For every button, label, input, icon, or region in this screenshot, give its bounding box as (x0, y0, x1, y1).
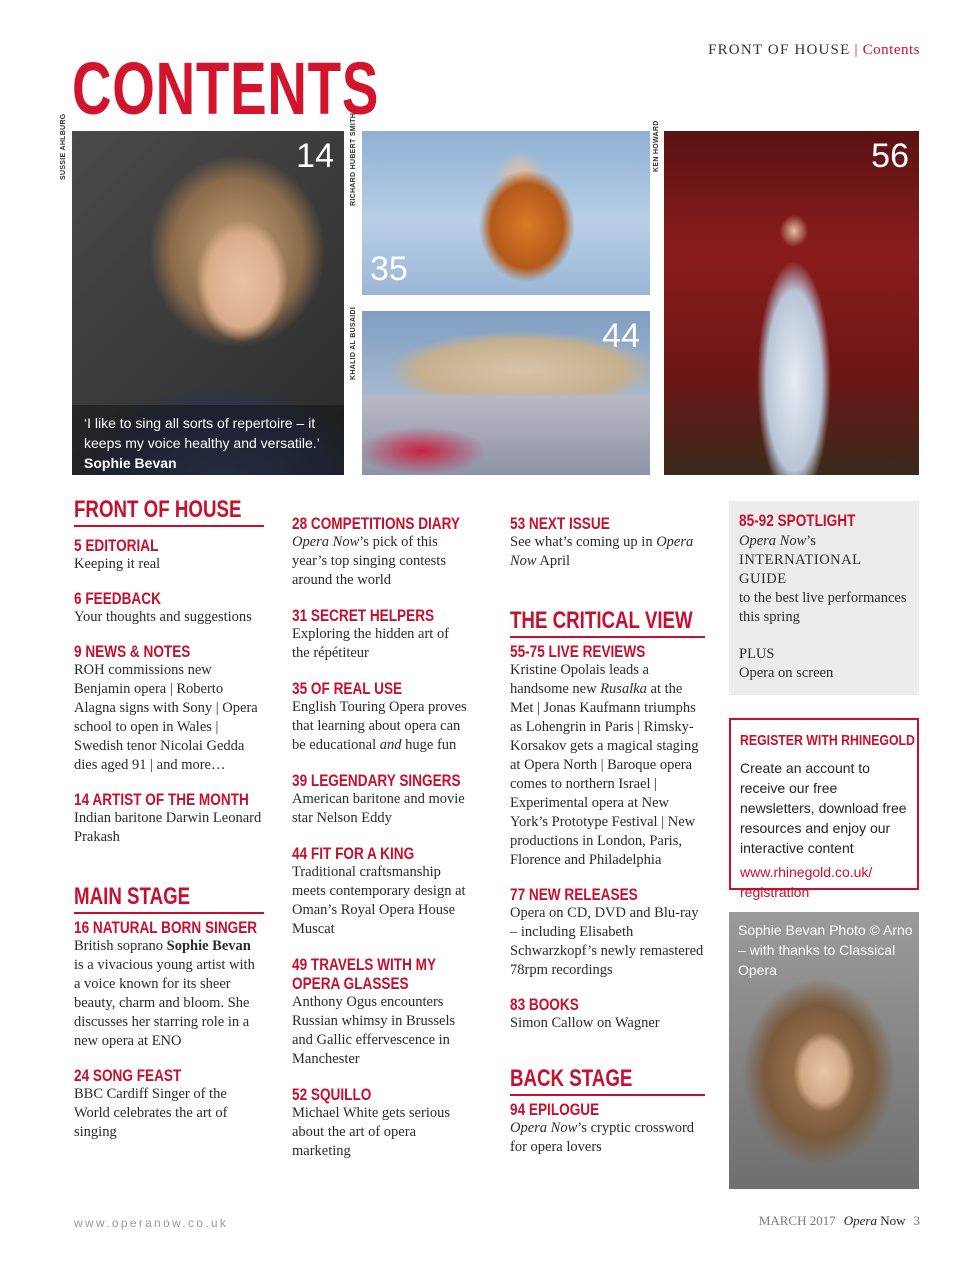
photo-credit: KEN HOWARD (653, 120, 660, 172)
footer-page-number: 3 (913, 1213, 920, 1228)
page-number-badge: 35 (370, 250, 408, 288)
photo-performer-orange[interactable] (362, 131, 650, 295)
running-head (708, 42, 920, 59)
item-body: Indian baritone Darwin Leonard Prakash (74, 810, 262, 845)
item-body: Traditional craftsmanship meets contemporary design at Oman’s Royal Opera House Muscat (292, 864, 466, 937)
section-heading-critical-view: THE CRITICAL VIEW (510, 607, 693, 634)
item-body: Kristine Opolais leads a handsome new Rusalka at the Met | Jonas Kaufmann triumphs as Lohengrin in Paris | Rimsky-Korsakov gets a magical staging at Opera North | Baroque opera comes to northern Israel | Experimental opera at New York’s Prototype Festival | New productions in London, Paris, Florence and Philadelphia (510, 662, 699, 868)
item-body: ROH commissions new Benjamin opera | Roberto Alagna signs with Sony | Opera school to open in Wales | Swedish tenor Nicolai Gedda dies aged 91 | and more… (74, 662, 258, 773)
quote-attribution: Sophie Bevan (84, 455, 177, 471)
item-body: British soprano Sophie Bevan is a vivacious young artist with a voice known for its sheer beauty, charm and bloom. She discusses her starring role in a new opera at ENO (74, 938, 255, 1049)
contents-column-3 (510, 514, 705, 1157)
running-head-section: FRONT OF HOUSE (708, 42, 851, 58)
contents-item[interactable] (74, 918, 264, 1051)
item-heading[interactable]: 31 SECRET HELPERS (292, 606, 435, 625)
item-heading[interactable]: 24 SONG FEAST (74, 1066, 182, 1085)
item-body: Exploring the hidden art of the répétiteur (292, 626, 450, 661)
item-body: See what’s coming up in Opera Now April (510, 534, 694, 569)
contents-item[interactable] (292, 514, 470, 590)
item-heading[interactable]: 83 BOOKS (510, 995, 579, 1014)
photo-credit: RICHARD HUBERT SMITH (350, 112, 357, 206)
contents-item[interactable] (510, 1100, 705, 1157)
register-heading: REGISTER WITH RHINEGOLD (740, 732, 915, 749)
item-heading[interactable]: 55-75 LIVE REVIEWS (510, 642, 646, 661)
page-number-badge: 56 (871, 137, 909, 175)
item-heading[interactable]: 6 FEEDBACK (74, 589, 161, 608)
footer-url[interactable]: www.operanow.co.uk (74, 1216, 229, 1230)
item-heading[interactable]: 49 TRAVELS WITH MY OPERA GLASSES (292, 955, 436, 993)
contents-item[interactable] (510, 514, 705, 571)
register-link[interactable]: www.rhinegold.co.uk/ registration (740, 864, 873, 900)
item-heading[interactable]: 39 LEGENDARY SINGERS (292, 771, 461, 790)
item-heading[interactable]: 77 NEW RELEASES (510, 885, 638, 904)
item-heading[interactable]: 53 NEXT ISSUE (510, 514, 610, 533)
item-body: Opera Now’s pick of this year’s top singing contests around the world (292, 534, 446, 588)
item-body: Michael White gets serious about the art of opera marketing (292, 1105, 450, 1159)
item-body: BBC Cardiff Singer of the World celebrates the art of singing (74, 1086, 228, 1140)
contents-item[interactable] (74, 642, 264, 775)
contents-item[interactable] (292, 844, 470, 939)
section-heading-back-stage: BACK STAGE (510, 1065, 633, 1092)
item-heading[interactable]: 16 NATURAL BORN SINGER (74, 918, 258, 937)
item-heading[interactable]: 94 EPILOGUE (510, 1100, 600, 1119)
spotlight-heading[interactable]: 85-92 SPOTLIGHT (739, 511, 856, 530)
item-heading[interactable]: 44 FIT FOR A KING (292, 844, 415, 863)
photo-sophie-bevan[interactable] (72, 131, 344, 475)
cover-caption: Sophie Bevan Photo © Arno – with thanks to Classical Opera (738, 922, 913, 978)
item-body: American baritone and movie star Nelson Eddy (292, 791, 465, 826)
section-heading-front-of-house: FRONT OF HOUSE (74, 496, 242, 523)
item-heading[interactable]: 9 NEWS & NOTES (74, 642, 191, 661)
page-number-badge: 14 (296, 137, 334, 175)
footer-date: MARCH 2017 (758, 1213, 836, 1228)
item-body: Opera on CD, DVD and Blu-ray – including Elisabeth Schwarzkopf’s newly remastered 78rpm recordings (510, 905, 704, 978)
page-number-badge: 44 (602, 317, 640, 355)
item-body: English Touring Opera proves that learning about opera can be educational and huge fun (292, 699, 467, 753)
section-rule (510, 1094, 705, 1096)
item-body: Anthony Ogus encounters Russian whimsy in Brussels and Gallic effervescence in Manchester (292, 994, 456, 1067)
contents-item[interactable] (292, 1085, 470, 1161)
item-heading[interactable]: 52 SQUILLO (292, 1085, 372, 1104)
contents-column-2 (292, 514, 470, 1161)
section-rule (74, 912, 264, 914)
quote-text: ‘I like to sing all sorts of repertoire – it keeps my voice healthy and versatile.’ (84, 415, 320, 451)
register-body: Create an account to receive our free newsletters, download free resources and enjoy our interactive content (740, 760, 907, 856)
footer-folio (759, 1213, 920, 1229)
contents-item[interactable] (74, 790, 264, 847)
photo-quote (72, 405, 344, 475)
item-body: Simon Callow on Wagner (510, 1015, 660, 1031)
item-heading[interactable]: 35 OF REAL USE (292, 679, 403, 698)
contents-item[interactable] (510, 995, 705, 1033)
spotlight-box[interactable] (729, 501, 919, 695)
item-heading[interactable]: 14 ARTIST OF THE MONTH (74, 790, 249, 809)
contents-item[interactable] (510, 642, 705, 870)
contents-item[interactable] (510, 885, 705, 980)
contents-item[interactable] (74, 1066, 264, 1142)
footer-magazine: Opera Now (843, 1213, 906, 1228)
contents-item[interactable] (292, 679, 470, 755)
section-heading-main-stage: MAIN STAGE (74, 883, 191, 910)
section-rule (74, 525, 264, 527)
item-body: Keeping it real (74, 556, 161, 572)
contents-item[interactable] (74, 589, 264, 627)
contents-item[interactable] (292, 771, 470, 828)
photo-credit: KHALID AL BUSAIDI (350, 306, 357, 380)
item-body: Opera Now’s cryptic crossword for opera lovers (510, 1120, 695, 1155)
photo-stage-lohengrin[interactable] (664, 131, 919, 475)
spotlight-body: Opera Now’s INTERNATIONAL GUIDE to the best live performances this spring PLUS Opera on screen (739, 533, 907, 681)
item-heading[interactable]: 28 COMPETITIONS DIARY (292, 514, 461, 533)
item-body: Your thoughts and suggestions (74, 609, 252, 625)
photo-opera-house-muscat[interactable] (362, 311, 650, 475)
contents-column-1 (74, 496, 264, 1142)
page-title: CONTENTS (72, 47, 380, 130)
photo-cover-sophie-bevan[interactable] (729, 912, 919, 1189)
contents-item[interactable] (292, 606, 470, 663)
running-head-subsection: Contents (862, 42, 920, 58)
item-heading[interactable]: 5 EDITORIAL (74, 536, 159, 555)
section-rule (510, 636, 705, 638)
running-head-separator: | (854, 42, 859, 58)
photo-credit: SUSSIE AHLBURG (60, 113, 67, 180)
register-box (729, 718, 919, 900)
contents-item[interactable] (74, 536, 264, 574)
contents-item[interactable] (292, 955, 470, 1069)
